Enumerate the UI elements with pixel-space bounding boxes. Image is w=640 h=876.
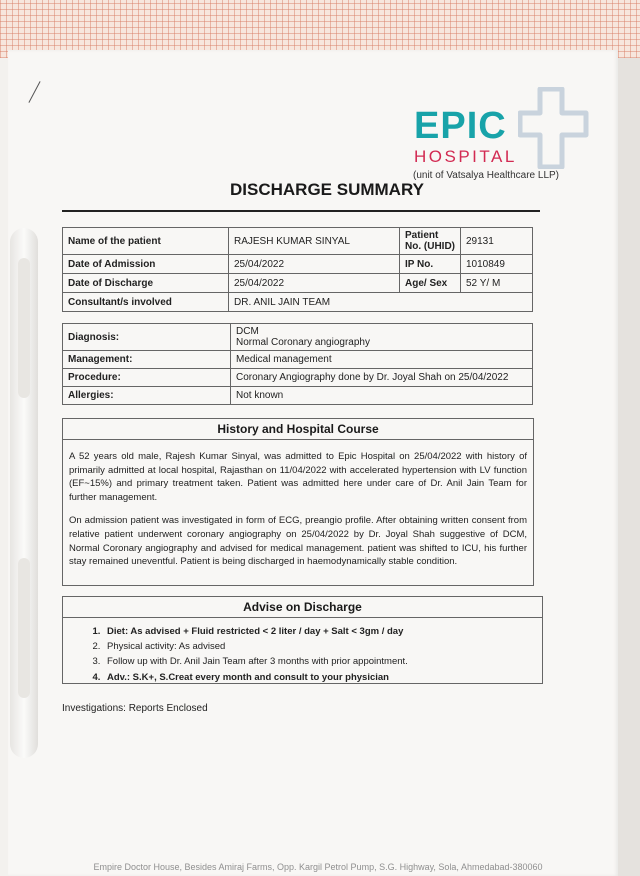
consultant-label: Consultant/s involved [63,293,229,312]
admission-date: 25/04/2022 [229,255,400,274]
title-divider [62,210,540,212]
logo-hospital-text: HOSPITAL [414,147,517,166]
allergies-label: Allergies: [63,387,231,405]
procedure: Coronary Angiography done by Dr. Joyal Shah on 25/04/2022 [231,369,533,387]
allergies: Not known [231,387,533,405]
document-title: DISCHARGE SUMMARY [230,180,424,199]
advise-section [62,596,543,684]
name-label: Name of the patient [63,228,229,255]
age-sex-label: Age/ Sex [400,274,461,293]
clinical-table [62,323,533,405]
advise-list [63,624,542,685]
medical-cross-icon [518,87,590,169]
advise-heading: Advise on Discharge [63,597,542,618]
page-edge [618,58,640,876]
investigations-note: Investigations: Reports Enclosed [62,703,208,714]
logo-epic-text: EPIC [414,105,507,147]
patient-no-label: Patient No. (UHID) [400,228,461,255]
discharge-label: Date of Discharge [63,274,229,293]
patient-no: 29131 [461,228,533,255]
diagnosis-line: Normal Coronary angiography [236,337,370,348]
management-label: Management: [63,351,231,369]
age-sex: 52 Y/ M [461,274,533,293]
history-heading: History and Hospital Course [63,419,533,440]
patient-name: RAJESH KUMAR SINYAL [229,228,400,255]
discharge-date: 25/04/2022 [229,274,400,293]
hospital-logo [410,105,585,175]
history-paragraph: On admission patient was investigated in form of ECG, preangio profile. After obtaining written consent from relative patient underwent coronary angiography on 25/04/2022 by Dr. Joyal Shah suggestive of DCM, Normal Coronary angiography and advised for medical management. patient was shifted to ICU, his further stay remained uneventful. Patient is being discharged in haemodynamically stable condition. [69,515,527,568]
history-section [62,418,534,586]
binder-clip-knob [18,258,30,398]
hospital-unit: (unit of Vatsalya Healthcare LLP) [413,170,560,181]
patient-info-table [62,227,533,312]
ip-number: 1010849 [461,255,533,274]
ip-label: IP No. [400,255,461,274]
history-paragraph: A 52 years old male, Rajesh Kumar Sinyal, was admitted to Epic Hospital on 25/04/2022 with history of primarily admitted at local hospital, Rajasthan on 11/04/2022 with accelerated hypertension with LV function (EF~15%) and primary treatment taken. Patient was admitted here under care of Dr. Anil Jain Team for further management. [69,451,527,503]
advise-item: 2. Physical activity: As advised [103,639,542,654]
diagnosis-line: DCM [236,326,259,337]
binder-clip-knob [18,558,30,698]
advise-item: 3. Follow up with Dr. Anil Jain Team after 3 months with prior appointment. [103,654,542,669]
management: Medical management [231,351,533,369]
diagnosis-label: Diagnosis: [63,324,231,351]
admission-label: Date of Admission [63,255,229,274]
consultant: DR. ANIL JAIN TEAM [229,293,533,312]
procedure-label: Procedure: [63,369,231,387]
footer-address: Empire Doctor House, Besides Amiraj Farms, Opp. Kargil Petrol Pump, S.G. Highway, Sola, Ahmedabad-380060 [93,862,543,872]
advise-item: 1. Diet: As advised + Fluid restricted < 2 liter / day + Salt < 3gm / day [103,624,542,639]
advise-item: 4. Adv.: S.K+, S.Creat every month and consult to your physician [103,670,542,685]
diagnosis-cell [231,324,533,351]
